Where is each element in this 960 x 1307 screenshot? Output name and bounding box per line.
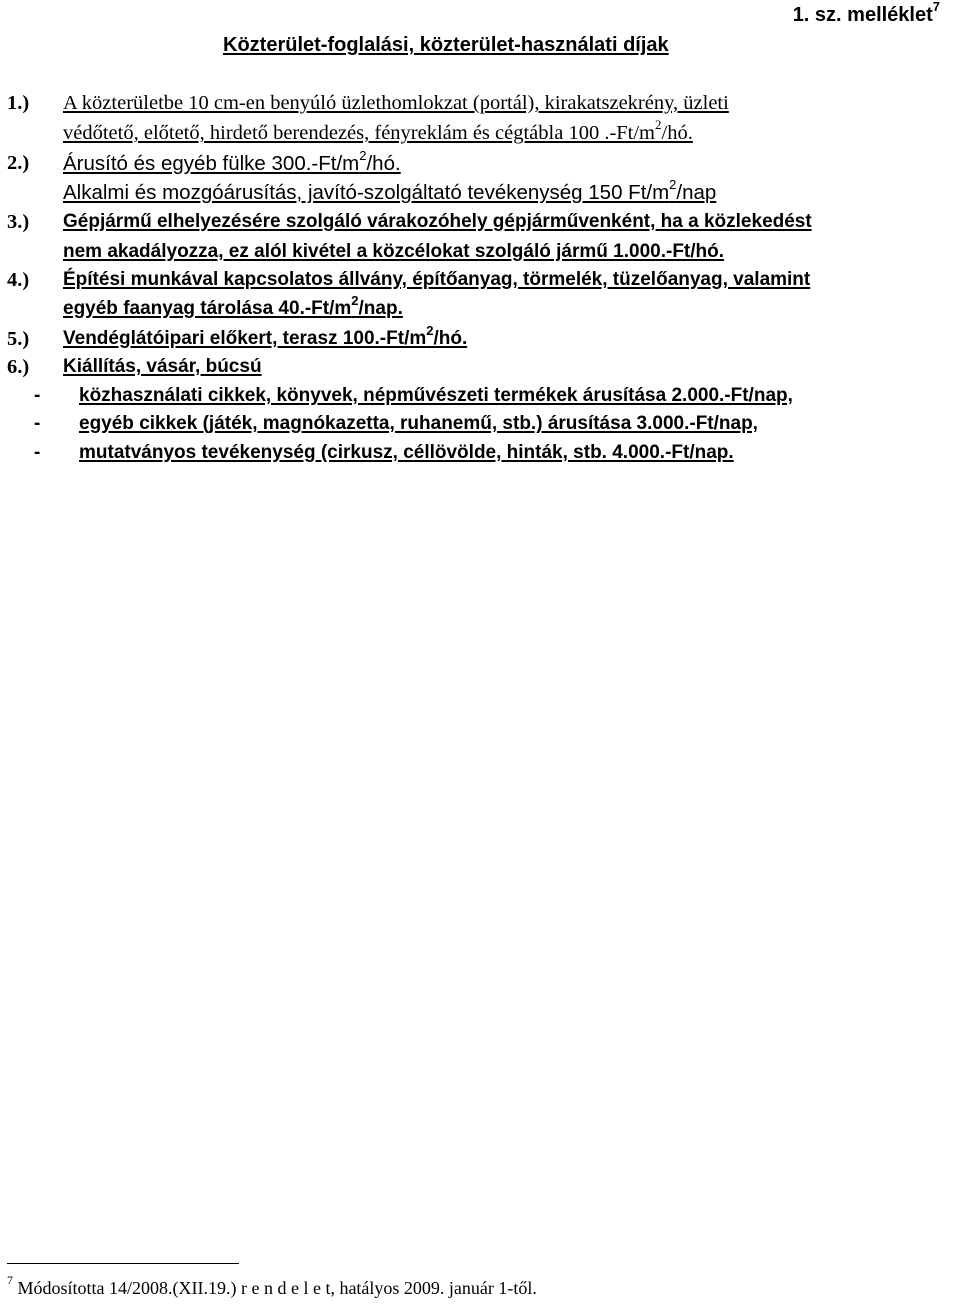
- list-item: [0, 322, 960, 358]
- sub-list-item: [0, 385, 960, 415]
- item-number: 4.): [7, 269, 30, 291]
- item-number: 2.): [7, 152, 30, 174]
- item-number: 6.): [7, 356, 30, 378]
- item-text: Vendéglátóipari előkert, terasz $100.-Ft/m^2/hó$.: [63, 322, 468, 349]
- item-text: Gépjármű elhelyezésére szolgáló várakozóhely gépjárművenként, ha a közlekedést: [63, 211, 812, 232]
- footnote-separator: [7, 1263, 239, 1264]
- list-item: [0, 269, 960, 299]
- footnote-text: Módosította 14/2008.(XII.19.) r e n d e l e t, hatályos 2009. január 1-től.: [13, 1278, 537, 1298]
- footnote: [7, 1273, 537, 1299]
- footnote-marker: 7: [7, 1273, 13, 1287]
- item-number: 1.): [7, 92, 30, 114]
- sub-item-text: mutatványos tevékenység (cirkusz, céllövölde, hinták, stb. 4.000.-Ft/nap.: [79, 442, 734, 463]
- list-item-continuation: [0, 117, 960, 152]
- item-number: 3.): [7, 211, 30, 233]
- list-item-continuation: [0, 177, 960, 211]
- list-item: [0, 211, 960, 241]
- sub-list-item: [0, 442, 960, 472]
- annex-label: [792, 0, 940, 27]
- item-text: egyéb faanyag tárolása $40.-Ft/m^2$/nap.: [63, 292, 403, 319]
- item-text: Árusító és egyéb fülke $300.-Ft/m^2/hó$.: [63, 148, 401, 175]
- dash-marker: -: [34, 442, 41, 463]
- sub-list-item: [0, 413, 960, 443]
- list-item: [0, 92, 960, 122]
- dash-marker: -: [34, 413, 41, 434]
- dash-marker: -: [34, 385, 41, 406]
- list-item-continuation: [0, 241, 960, 271]
- item-text: Alkalmi és mozgóárusítás, javító-szolgáltató tevékenység 150 $Ft/m^2$/nap: [63, 177, 717, 204]
- sub-item-text: közhasználati cikkek, könyvek, népművészeti termékek árusítása 2.000.-Ft/nap,: [79, 385, 793, 406]
- item-text: védőtető, előtető, hirdető berendezés, fényreklám és cégtábla 100 $.-Ft/m^2/hó$.: [63, 117, 693, 144]
- item-text: Építési munkával kapcsolatos állvány, építőanyag, törmelék, tüzelőanyag, valamint: [63, 269, 811, 290]
- footnote-ref: 7: [932, 0, 940, 15]
- item-text: nem akadályozza, ez alól kivétel a közcélokat szolgáló jármű 1.000.-Ft/hó.: [63, 241, 725, 262]
- item-number: 5.): [7, 328, 30, 350]
- item-text: A közterületbe 10 cm-en benyúló üzlethomlokzat (portál), kirakatszekrény, üzleti: [63, 92, 729, 114]
- sub-item-text: egyéb cikkek (játék, magnókazetta, ruhanemű, stb.) árusítása 3.000.-Ft/nap,: [79, 413, 758, 434]
- annex-text: 1. sz. melléklet: [792, 4, 933, 26]
- document-title: Közterület-foglalási, közterület-használati díjak: [223, 34, 669, 56]
- item-text: Kiállítás, vásár, búcsú: [63, 356, 262, 377]
- list-item: [0, 148, 960, 182]
- list-item-continuation: [0, 292, 960, 328]
- list-item: [0, 356, 960, 386]
